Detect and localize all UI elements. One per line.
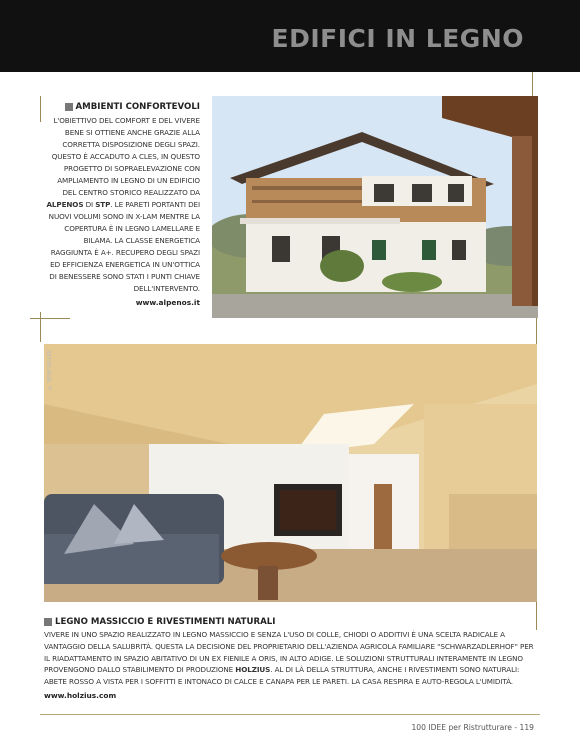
square-bullet-icon [44,618,52,626]
page-footer: 100 IDEE per Ristrutturare - 119 [411,723,534,732]
footer-divider [40,714,540,715]
interior-illustration [44,344,537,602]
bottom-article [44,617,536,700]
top-article [44,102,200,307]
square-bullet-icon [65,103,73,111]
top-article-body: L'OBIETTIVO DEL COMFORT E DEL VIVERE BENE SI OTTIENE ANCHE GRAZIE ALLA CORRETTA DISPOSIZIONE DEGLI SPAZI. QUESTO È ACCADUTO A CLES, IN QUESTO PROGETTO DI SOPRAELEVAZIONE CON AMPLIAMENTO IN LEGNO DI UN EDIFICIO DEL CENTRO STORICO REALIZZATO DA ALPENOS DI STP. LE PARETI PORTANTI DEI NUOVI VOLUMI SONO IN X-LAM MENTRE LA COPERTURA È IN LEGNO LAMELLARE E BILAMA. LA CLASSE ENERGETICA RAGGIUNTA È A+. RECUPERO DEGLI SPAZI ED EFFICIENZA ENERGETICA IN UN'OTTICA DI BENESSERE SONO STATI I PUNTI CHIAVE DELL'INTERVENTO. [46,116,200,293]
crop-mark [536,600,537,630]
bottom-article-body: VIVERE IN UNO SPAZIO REALIZZATO IN LEGNO MASSICCIO E SENZA L'USO DI COLLE, CHIODI O ADDITIVI È UNA SCELTA RADICALE A VANTAGGIO DELLA SALUBRITÀ. QUESTA LA DECISIONE DEL PROPRIETARIO DELL'AZIENDA AGRICOLA FAMILIARE "SCHWARZADLERHOF" PER IL RIADATTAMENTO IN SPAZIO ABITATIVO DI UN EX FIENILE A ORIS, IN ALTO ADIGE. LE SOLUZIONI STRUTTURALI INTERAMENTE IN LEGNO PROVENGONO DALLO STABILIMENTO DI PRODUZIONE HOLZIUS. AL DI LÀ DELLA STRUTTURA, ANCHE I RIVESTIMENTI SONO NATURALI: ABETE ROSSO A VISTA PER I SOFFITTI E INTONACO DI CALCE E CANAPA PER LE PARETI. LA CASA RESPIRA E AUTO-REGOLA L'UMIDITÀ. [44,630,534,687]
interior-photo [44,344,537,602]
house-illustration [212,96,538,318]
page-title: EDIFICI IN LEGNO [271,24,524,53]
bottom-article-website[interactable]: www.holzius.com [44,690,117,700]
crop-mark [40,312,41,342]
crop-mark [40,96,41,122]
bottom-article-heading: LEGNO MASSICCIO E RIVESTIMENTI NATURALI [44,617,536,627]
house-photo [212,96,538,318]
top-article-heading: AMBIENTI CONFORTEVOLI [44,102,200,112]
photo-credit: © RENE RILLER [47,350,53,390]
page-header [0,0,580,72]
crop-mark [30,318,70,319]
top-article-website[interactable]: www.alpenos.it [135,298,200,307]
